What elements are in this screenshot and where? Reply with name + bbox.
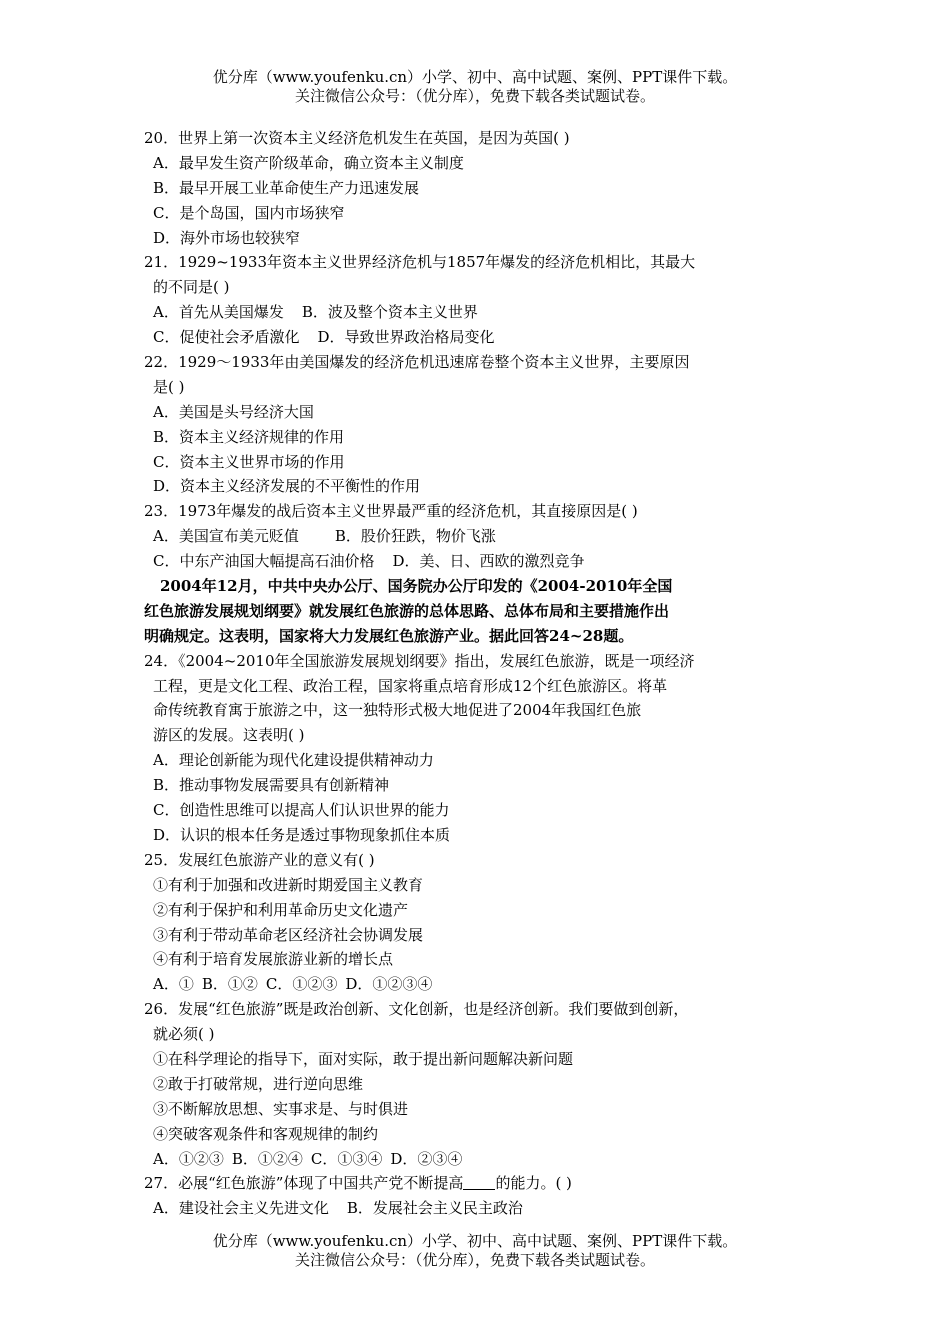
statement-1: ①在科学理论的指导下，面对实际，敢于提出新问题解决新问题	[153, 1049, 574, 1068]
option-c: C．①②③	[265, 975, 338, 994]
option-c: C．创造性思维可以提高人们认识世界的能力	[153, 801, 450, 820]
question-27	[144, 1171, 784, 1221]
option-a: A．①②③	[153, 1149, 224, 1168]
question-stem-cont: 就必须( )	[153, 1025, 215, 1044]
option-b: B．股价狂跌，物价飞涨	[334, 527, 496, 546]
material-line: 2004年12月，中共中央办公厅、国务院办公厅印发的《2004-2010年全国	[160, 577, 673, 596]
option-a: A．美国宣布美元贬值	[153, 527, 299, 546]
header-line-2: 关注微信公众号：（优分库），免费下载各类试题试卷。	[294, 87, 655, 105]
option-d: D．认识的根本任务是透过事物现象抓住本质	[153, 825, 451, 844]
question-22	[144, 350, 784, 499]
question-21	[144, 250, 784, 350]
option-b: B．最早开展工业革命使生产力迅速发展	[153, 178, 420, 197]
material-line: 明确规定。这表明，国家将大力发展红色旅游产业。据此回答24~28题。	[144, 626, 634, 645]
statement-4: ④有利于培育发展旅游业新的增长点	[153, 950, 394, 969]
option-c: C．中东产油国大幅提高石油价格	[153, 552, 375, 571]
answer-blank	[463, 1174, 495, 1190]
option-d: D．资本主义经济发展的不平衡性的作用	[153, 477, 421, 496]
option-d: D．导致世界政治格局变化	[317, 328, 495, 347]
option-a: A．理论创新能为现代化建设提供精神动力	[153, 751, 434, 770]
question-stem: 24．《2004~2010年全国旅游发展规划纲要》指出，发展红色旅游，既是一项经济	[144, 651, 695, 670]
question-24	[144, 649, 784, 848]
option-c: C．①③④	[310, 1149, 383, 1168]
statement-3: ③有利于带动革命老区经济社会协调发展	[153, 925, 424, 944]
material-passage	[144, 574, 784, 649]
option-d: D．海外市场也较狭窄	[153, 228, 301, 247]
statement-1: ①有利于加强和改进新时期爱国主义教育	[153, 875, 424, 894]
option-d: D．美、日、西欧的激烈竞争	[392, 552, 585, 571]
question-23	[144, 499, 784, 574]
question-20	[144, 126, 784, 250]
option-b: B．资本主义经济规律的作用	[153, 427, 345, 446]
question-26	[144, 997, 784, 1171]
option-a: A．建设社会主义先进文化	[153, 1199, 329, 1218]
question-stem: 23．1973年爆发的战后资本主义世界最严重的经济危机，其直接原因是( )	[144, 502, 638, 521]
option-b: B．波及整个资本主义世界	[301, 303, 478, 322]
option-d: D．②③④	[390, 1149, 463, 1168]
question-stem-cont: 的不同是( )	[153, 278, 230, 297]
question-stem: 20．世界上第一次资本主义经济危机发生在英国，是因为英国( )	[144, 129, 570, 147]
question-stem-cont: 命传统教育寓于旅游之中，这一独特形式极大地促进了2004年我国红色旅	[153, 701, 642, 720]
option-a: A．①	[153, 975, 194, 994]
question-stem: 27．必展“红色旅游”体现了中国共产党不断提高 的能力。( )	[144, 1174, 572, 1193]
page-header	[0, 68, 950, 106]
question-stem: 26．发展“红色旅游”既是政治创新、文化创新，也是经济创新。我们要做到创新，	[144, 1000, 689, 1019]
option-d: D．①②③④	[345, 975, 433, 994]
page-footer	[0, 1232, 950, 1270]
statement-3: ③不断解放思想、实事求是、与时俱进	[153, 1099, 409, 1118]
option-a: A．美国是头号经济大国	[153, 402, 314, 421]
option-b: B．发展社会主义民主政治	[346, 1199, 523, 1218]
material-line: 红色旅游发展规划纲要》就发展红色旅游的总体思路、总体布局和主要措施作出	[144, 601, 670, 620]
question-25	[144, 848, 784, 997]
question-content	[144, 126, 784, 1221]
option-c: C．是个岛国，国内市场狭窄	[153, 203, 345, 222]
question-stem: 21．1929~1933年资本主义世界经济危机与1857年爆发的经济危机相比，其最大	[144, 253, 696, 272]
statement-2: ②敢于打破常规，进行逆向思维	[153, 1074, 364, 1093]
option-a: A．首先从美国爆发	[153, 303, 284, 322]
option-b: B．①②④	[231, 1149, 303, 1168]
statement-4: ④突破客观条件和客观规律的制约	[153, 1124, 379, 1143]
option-c: C．促使社会矛盾激化	[153, 328, 300, 347]
statement-2: ②有利于保护和利用革命历史文化遗产	[153, 900, 409, 919]
question-stem-cont: 游区的发展。这表明( )	[153, 726, 305, 745]
question-stem-cont: 是( )	[153, 377, 185, 396]
option-c: C．资本主义世界市场的作用	[153, 452, 345, 471]
option-b: B．①②	[201, 975, 258, 994]
question-stem: 22．1929～1933年由美国爆发的经济危机迅速席卷整个资本主义世界，主要原因	[144, 353, 690, 372]
option-a: A．最早发生资产阶级革命，确立资本主义制度	[153, 153, 464, 172]
header-line-1: 优分库（www.youfenku.cn）小学、初中、高中试题、案例、PPT课件下载。	[212, 68, 738, 86]
question-stem: 25．发展红色旅游产业的意义有( )	[144, 850, 375, 869]
option-b: B．推动事物发展需要具有创新精神	[153, 776, 390, 795]
footer-line-1: 优分库（www.youfenku.cn）小学、初中、高中试题、案例、PPT课件下载。	[212, 1232, 738, 1250]
question-stem-cont: 工程，更是文化工程、政治工程，国家将重点培育形成12个红色旅游区。将革	[153, 676, 668, 695]
footer-line-2: 关注微信公众号：（优分库），免费下载各类试题试卷。	[294, 1251, 655, 1269]
